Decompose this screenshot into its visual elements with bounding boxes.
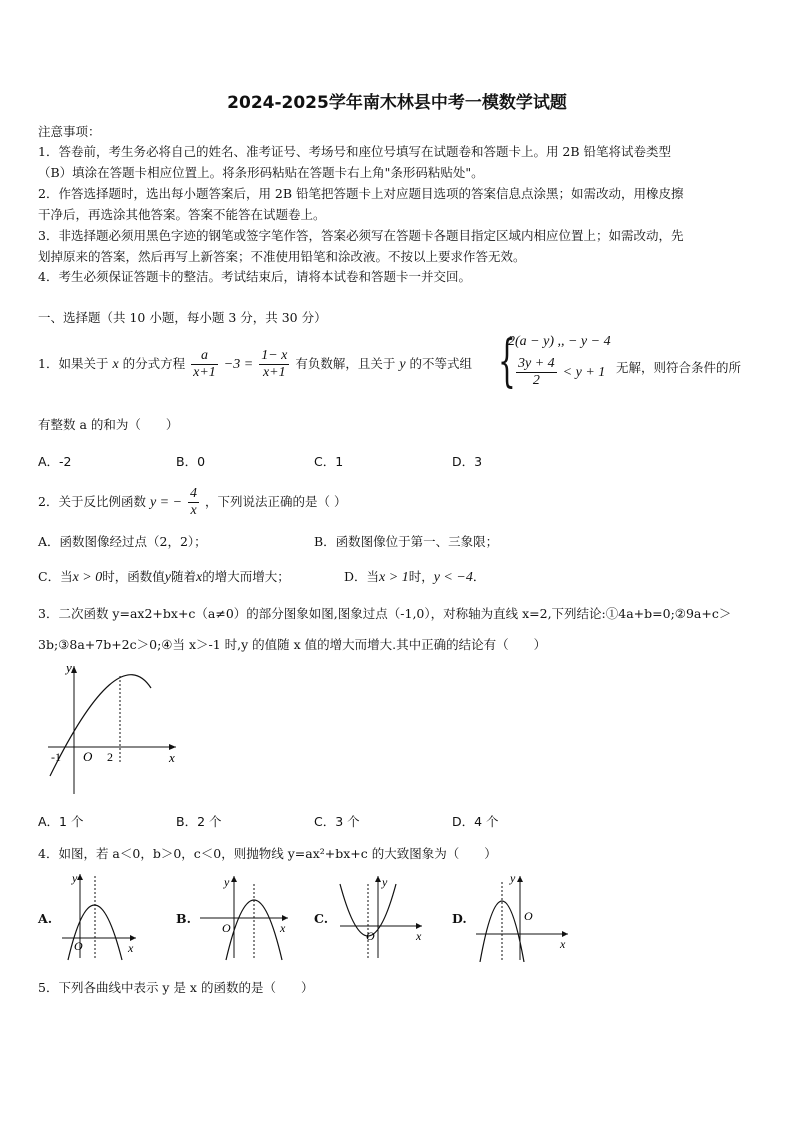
q2-option-b[interactable]: B．函数图像位于第一、三象限； [314, 534, 499, 549]
section-heading: 一、选择题（共 10 小题，每小题 3 分，共 30 分） [38, 310, 327, 325]
q1-option-c[interactable]: C．1 [314, 454, 344, 469]
q4-option-b-label[interactable]: B. [176, 911, 191, 926]
q2-option-c[interactable]: C．当x > 0时，函数值y随着x的增大而增大； [38, 569, 290, 585]
q5-line: 5．下列各曲线中表示 y 是 x 的函数的是（ ） [38, 980, 314, 995]
notice-heading: 注意事项： [38, 124, 101, 139]
q3-line2: 3b;③8a+7b+2c＞0;④当 x＞-1 时,y 的值随 x 值的增大而增大.其中正确的结论有（ ） [38, 637, 547, 652]
svg-text:O: O [366, 929, 375, 943]
inequality-system: { 2(a − y) ,, − y − 4 $\frac{3y + 4}{2}$ < y + 1 [498, 329, 611, 394]
q4-graph-c[interactable] [336, 870, 426, 962]
notice-line: （B）填涂在答题卡相应位置上。将条形码粘贴在答题卡右上角"条形码粘贴处"。 [38, 165, 484, 180]
svg-text:x: x [416, 929, 422, 943]
notice-line: 1．答卷前，考生务必将自己的姓名、准考证号、考场号和座位号填写在试题卷和答题卡上。用 2B 铅笔将试卷类型 [38, 144, 672, 159]
q1-line1: 1．如果关于 x 的分式方程 $\frac{a}{x+1}$ −3 = $\frac{1- x}{x+1}$ 有负数解，且关于 y 的不等式组 [38, 348, 473, 380]
q3-option-d[interactable]: D．4 个 [452, 814, 499, 829]
tick-label: -1 [51, 750, 61, 764]
q3-parabola-graph [38, 658, 188, 800]
q2-line1: 2．关于反比例函数 y = − $\frac{4}{x}$ ，下列说法正确的是（ ） [38, 486, 347, 518]
q1-tail: 无解，则符合条件的所 [616, 360, 742, 375]
axis-y-label: y [66, 660, 72, 675]
q3-line1: 3．二次函数 y=ax2+bx+c（a≠0）的部分图象如图,图象过点（-1,0），对称轴为直线 x=2,下列结论:①4a+b=0;②9a+c＞ [38, 606, 732, 621]
origin-label: O [83, 749, 93, 764]
svg-text:y: y [510, 871, 516, 885]
q3-option-a[interactable]: A．1 个 [38, 814, 84, 829]
svg-text:O: O [74, 939, 83, 953]
q4-option-a-label[interactable]: A. [38, 911, 53, 926]
svg-text:O: O [222, 921, 231, 935]
q2-option-a[interactable]: A．函数图像经过点（2，2）； [38, 534, 207, 549]
svg-text:y: y [382, 875, 388, 889]
q3-option-c[interactable]: C．3 个 [314, 814, 360, 829]
notice-line: 3．非选择题必须用黑色字迹的钢笔或签字笔作答，答案必须写在答题卡各题目指定区域内相应位置上；如需改动，先 [38, 228, 684, 243]
svg-text:x: x [560, 937, 566, 951]
q2-option-d[interactable]: D．当x > 1时，y < −4． [344, 569, 486, 585]
q1-option-d[interactable]: D．3 [452, 454, 483, 469]
notice-line: 2．作答选择题时，选出每小题答案后，用 2B 铅笔把答题卡上对应题目选项的答案信息点涂黑；如需改动，用橡皮擦 [38, 186, 684, 201]
svg-text:O: O [524, 909, 533, 923]
q4-graph-b[interactable] [196, 870, 292, 962]
q4-line: 4．如图，若 a＜0，b＞0，c＜0，则抛物线 y=ax²+bx+c 的大致图象为（ ） [38, 846, 497, 861]
svg-text:x: x [280, 921, 286, 935]
q1-option-b[interactable]: B．0 [176, 454, 206, 469]
q1-option-a[interactable]: A．-2 [38, 454, 72, 469]
q3-option-b[interactable]: B．2 个 [176, 814, 222, 829]
notice-line: 干净后，再选涂其他答案。答案不能答在试题卷上。 [38, 207, 326, 222]
notice-line: 4．考生必须保证答题卡的整洁。考试结束后，请将本试卷和答题卡一并交回。 [38, 269, 471, 284]
q4-graph-d[interactable] [472, 870, 572, 962]
q4-graph-a[interactable] [56, 870, 140, 962]
q1-line2: 有整数 a 的和为（ ） [38, 417, 179, 432]
axis-x-label: x [169, 750, 175, 765]
svg-text:y: y [72, 871, 78, 885]
q4-option-d-label[interactable]: D. [452, 911, 467, 926]
tick-label: 2 [107, 750, 113, 764]
q4-option-c-label[interactable]: C. [314, 911, 329, 926]
notice-line: 划掉原来的答案，然后再写上新答案；不准使用铅笔和涂改液。不按以上要求作答无效。 [38, 249, 526, 264]
page-title: 2024-2025学年南木林县中考一模数学试题 [227, 93, 567, 113]
svg-text:y: y [224, 875, 230, 889]
svg-text:x: x [128, 941, 134, 955]
